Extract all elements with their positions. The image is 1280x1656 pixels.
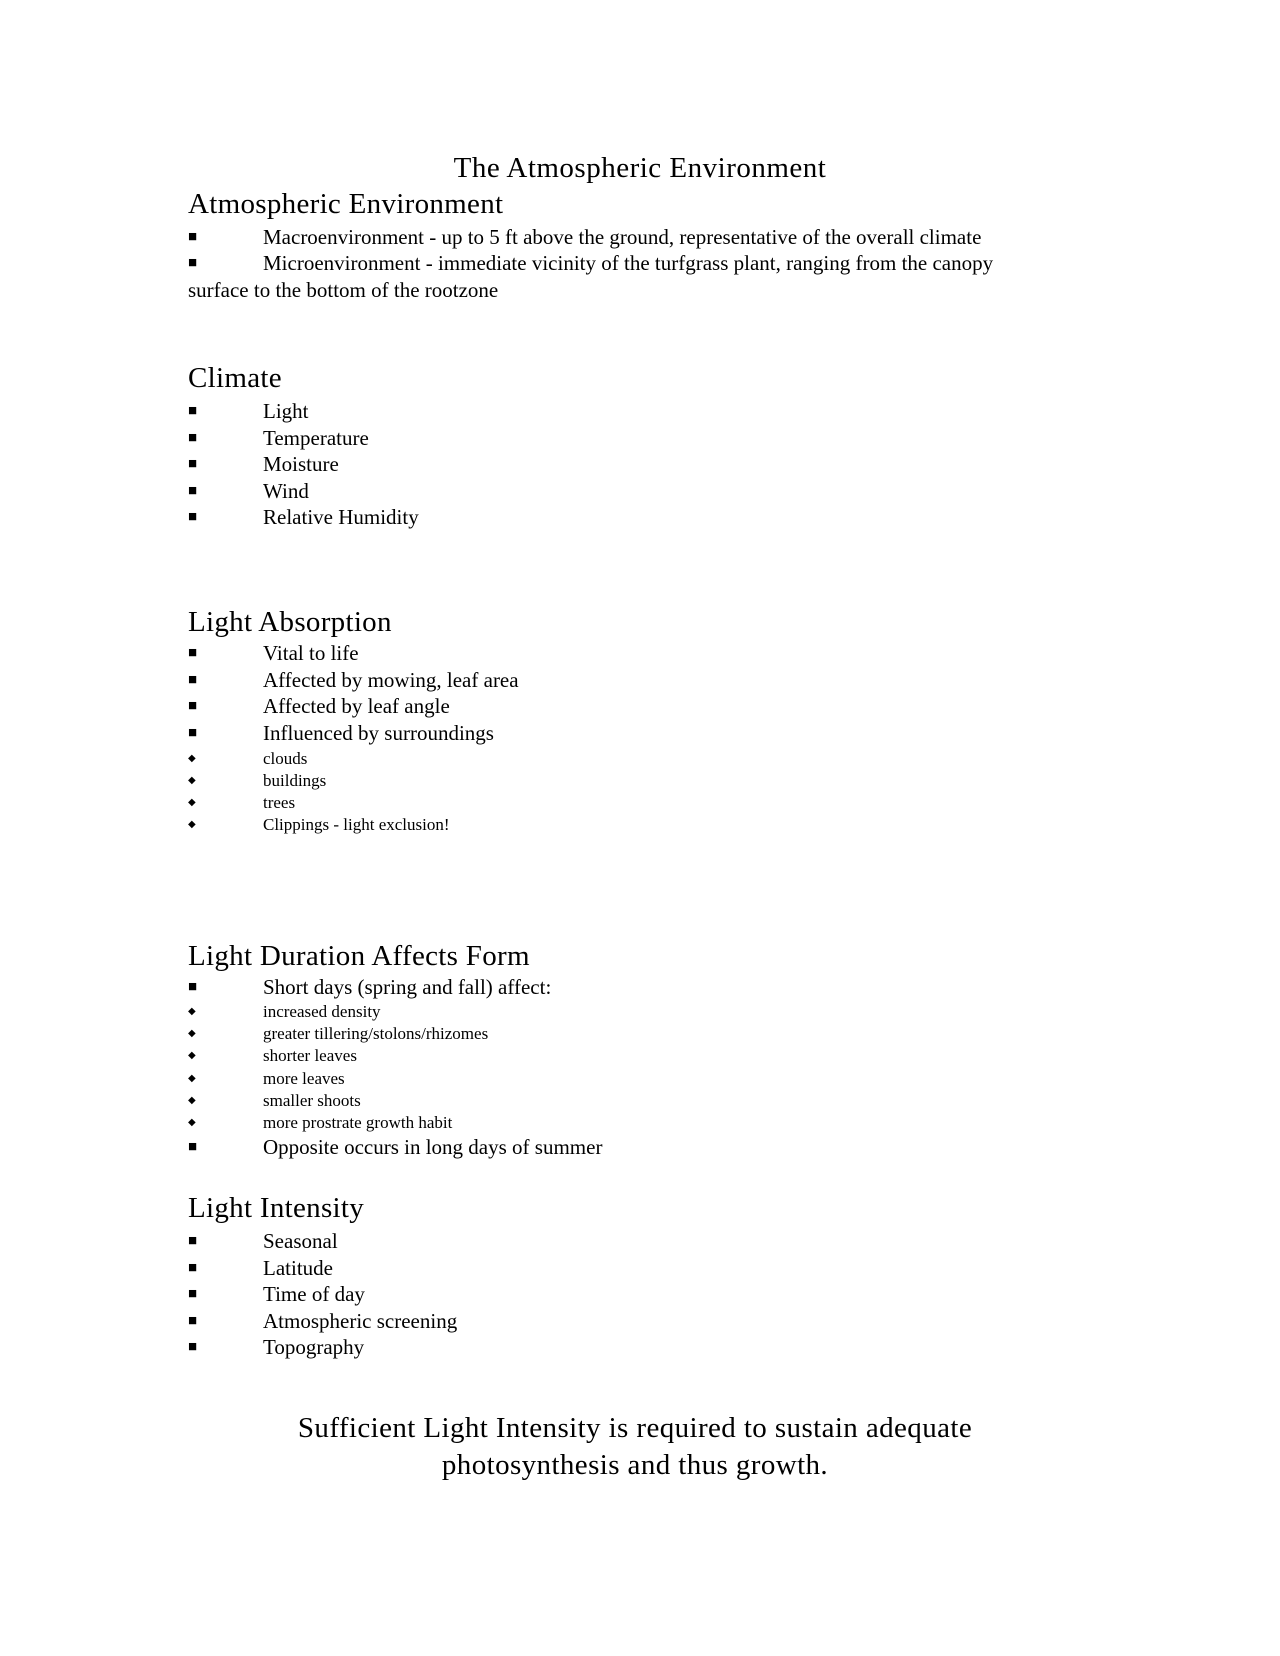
sub-list-item-text: Clippings - light exclusion! — [263, 815, 450, 834]
list-item-text: Topography — [263, 1335, 365, 1359]
square-bullet-icon: ■ — [188, 1260, 198, 1276]
list-item-text: Affected by leaf angle — [263, 694, 450, 718]
diamond-bullet-icon: ◆ — [188, 1050, 196, 1061]
square-bullet-icon: ■ — [188, 672, 198, 688]
square-bullet-icon: ■ — [188, 1286, 198, 1302]
square-bullet-icon: ■ — [188, 645, 198, 661]
sub-list-item-text: shorter leaves — [263, 1046, 357, 1065]
heading-light-intensity: Light Intensity — [188, 1192, 365, 1224]
square-bullet-icon: ■ — [188, 509, 198, 525]
sub-list-item-text: increased density — [263, 1002, 381, 1021]
heading-light-absorption: Light Absorption — [188, 606, 392, 638]
list-item-text: Latitude — [263, 1256, 333, 1280]
square-bullet-icon: ■ — [188, 725, 198, 741]
list-item-text: Wind — [263, 479, 309, 503]
diamond-bullet-icon: ◆ — [188, 819, 196, 830]
diamond-bullet-icon: ◆ — [188, 1073, 196, 1084]
list-item-text: Short days (spring and fall) affect: — [263, 975, 552, 999]
square-bullet-icon: ■ — [188, 430, 198, 446]
square-bullet-icon: ■ — [188, 483, 198, 499]
square-bullet-icon: ■ — [188, 403, 198, 419]
list-item-text: Moisture — [263, 452, 339, 476]
list-item-text: Light — [263, 399, 309, 423]
list-item-text: Seasonal — [263, 1229, 338, 1253]
square-bullet-icon: ■ — [188, 1233, 198, 1249]
sub-list-item-text: trees — [263, 793, 296, 812]
sub-list-item-text: more leaves — [263, 1069, 345, 1088]
square-bullet-icon: ■ — [188, 255, 198, 271]
list-item-text: Atmospheric screening — [263, 1309, 458, 1333]
diamond-bullet-icon: ◆ — [188, 1028, 196, 1039]
list-item-text: Microenvironment - immediate vicinity of the turfgrass plant, ranging from the canopy — [263, 251, 994, 275]
sub-list-item-text: buildings — [263, 771, 327, 790]
diamond-bullet-icon: ◆ — [188, 797, 196, 808]
list-item-text: Opposite occurs in long days of summer — [263, 1135, 603, 1159]
square-bullet-icon: ■ — [188, 698, 198, 714]
heading-light-duration: Light Duration Affects Form — [188, 940, 530, 972]
sub-list-item-text: clouds — [263, 749, 308, 768]
diamond-bullet-icon: ◆ — [188, 775, 196, 786]
sub-list-item-text: more prostrate growth habit — [263, 1113, 453, 1132]
list-item-text: Relative Humidity — [263, 505, 419, 529]
square-bullet-icon: ■ — [188, 456, 198, 472]
closing-line-1: Sufficient Light Intensity is required to sustain adequate — [297, 1412, 973, 1444]
square-bullet-icon: ■ — [188, 1139, 198, 1155]
square-bullet-icon: ■ — [188, 1313, 198, 1329]
list-item-text: Temperature — [263, 426, 369, 450]
square-bullet-icon: ■ — [188, 1339, 198, 1355]
list-item-text: Macroenvironment - up to 5 ft above the ground, representative of the overall climate — [263, 225, 982, 249]
diamond-bullet-icon: ◆ — [188, 753, 196, 764]
sub-list-item-text: greater tillering/stolons/rhizomes — [263, 1024, 489, 1043]
sub-list-item-text: smaller shoots — [263, 1091, 361, 1110]
list-item-text: Affected by mowing, leaf area — [263, 668, 519, 692]
list-item-text: Time of day — [263, 1282, 365, 1306]
diamond-bullet-icon: ◆ — [188, 1095, 196, 1106]
diamond-bullet-icon: ◆ — [188, 1117, 196, 1128]
square-bullet-icon: ■ — [188, 229, 198, 245]
closing-line-2: photosynthesis and thus growth. — [441, 1449, 829, 1481]
square-bullet-icon: ■ — [188, 979, 198, 995]
list-item-text: Vital to life — [263, 641, 359, 665]
heading-atmospheric-environment: Atmospheric Environment — [188, 188, 504, 220]
page-title: The Atmospheric Environment — [453, 152, 827, 184]
list-item-text: Influenced by surroundings — [263, 721, 494, 745]
diamond-bullet-icon: ◆ — [188, 1006, 196, 1017]
closing-statement — [0, 1410, 1270, 1484]
heading-climate: Climate — [188, 362, 282, 394]
list-item-continuation: surface to the bottom of the rootzone — [188, 278, 499, 302]
